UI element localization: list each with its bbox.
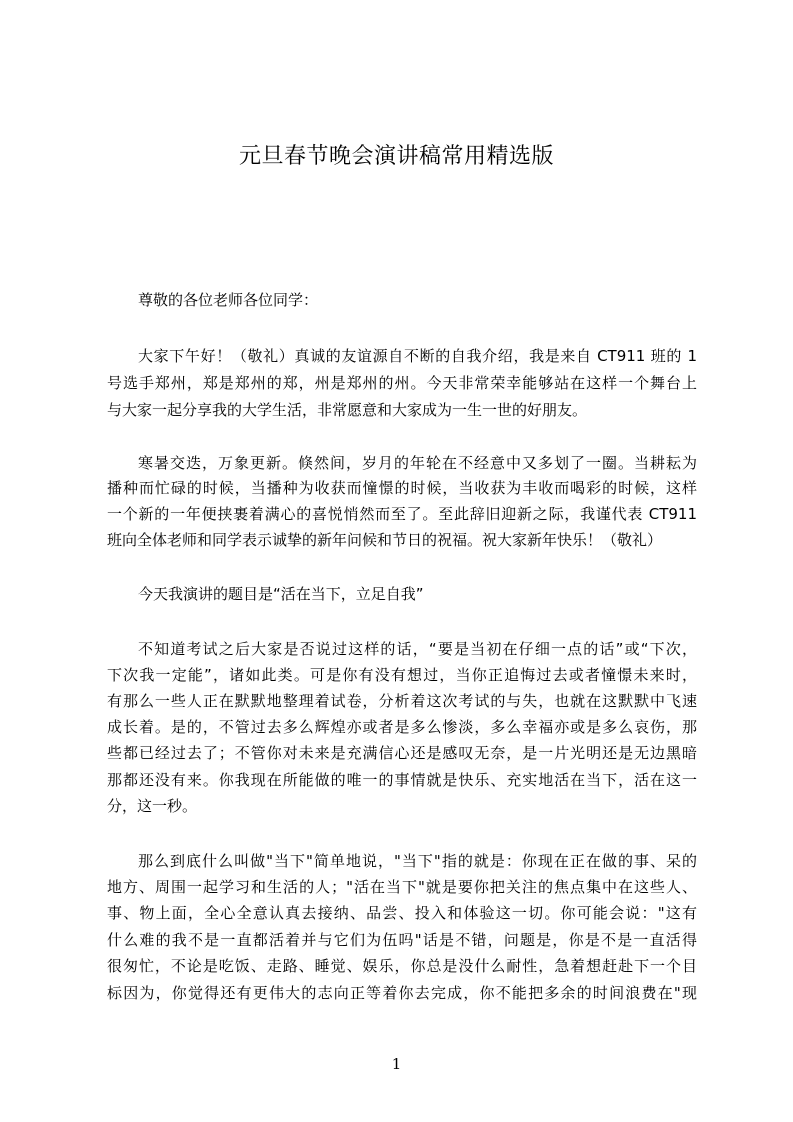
- paragraph-2-line-3: 一个新的一年便挟裹着满心的喜悦悄然而至了。至此辞旧迎新之际，我谨代表 CT911: [107, 505, 697, 523]
- paragraph-5-line-3: 事、物上面，全心全意认真去接纳、品尝、投入和体验这一切。你可能会说："这有: [107, 904, 697, 922]
- paragraph-5-line-1: 那么到底什么叫做"当下"简单地说，"当下"指的就是：你现在正在做的事、呆的: [138, 852, 697, 870]
- paragraph-4-line-7: 分，这一秒。: [107, 797, 198, 815]
- paragraph-4-line-2: 下次我一定能”，诸如此类。可是你有没有想过，当你正追悔过去或者憧憬未来时，: [107, 666, 697, 684]
- paragraph-3-line-1: 今天我演讲的题目是“活在当下，立足自我”: [138, 585, 424, 603]
- paragraph-2-line-1: 寒暑交迭，万象更新。倏然间，岁月的年轮在不经意中又多划了一圈。当耕耘为: [138, 454, 697, 472]
- paragraph-4-line-3: 有那么一些人正在默默地整理着试卷，分析着这次考试的与失，也就在这默默中飞速: [107, 692, 697, 710]
- paragraph-5-line-2: 地方、周围一起学习和生活的人；"活在当下"就是要你把关注的焦点集中在这些人、: [107, 878, 697, 896]
- paragraph-4-line-5: 些都已经过去了；不管你对未来是充满信心还是感叹无奈，是一片光明还是无边黑暗: [107, 744, 697, 762]
- document-title: 元旦春节晚会演讲稿常用精选版: [238, 144, 554, 169]
- paragraph-4-line-6: 那都还没有来。你我现在所能做的唯一的事情就是快乐、充实地活在当下，活在这一: [107, 771, 697, 789]
- paragraph-1-line-3: 与大家一起分享我的大学生活，非常愿意和大家成为一生一世的好朋友。: [107, 401, 588, 419]
- paragraph-4-line-1: 不知道考试之后大家是否说过这样的话，“要是当初在仔细一点的话”或“下次，: [138, 640, 697, 658]
- paragraph-1-line-2: 号选手郑州，郑是郑州的郑，州是郑州的州。今天非常荣幸能够站在这样一个舞台上: [107, 374, 697, 392]
- greeting-line: 尊敬的各位老师各位同学：: [138, 291, 319, 309]
- paragraph-2-line-2: 播种而忙碌的时候，当播种为收获而憧憬的时候，当收获为丰收而喝彩的时候，这样: [107, 479, 697, 497]
- paragraph-4-line-4: 成长着。是的，不管过去多么辉煌亦或者是多么惨淡，多么幸福亦或是多么哀伤，那: [107, 718, 697, 736]
- paragraph-1-line-1: 大家下午好！（敬礼）真诚的友谊源自不断的自我介绍，我是来自 CT911 班的 1: [138, 347, 697, 365]
- paragraph-5-line-5: 很匆忙，不论是吃饭、走路、睡觉、娱乐，你总是没什么耐性，急着想赶赴下一个目: [107, 957, 697, 975]
- paragraph-5-line-4: 什么难的我不是一直都活着并与它们为伍吗"话是不错，问题是，你是不是一直活得: [107, 931, 697, 949]
- paragraph-5-line-6: 标因为，你觉得还有更伟大的志向正等着你去完成，你不能把多余的时间浪费在"现: [107, 984, 697, 1002]
- page-number: 1: [391, 1055, 402, 1073]
- paragraph-2-line-4: 班向全体老师和同学表示诚挚的新年问候和节日的祝福。祝大家新年快乐！（敬礼）: [107, 531, 663, 549]
